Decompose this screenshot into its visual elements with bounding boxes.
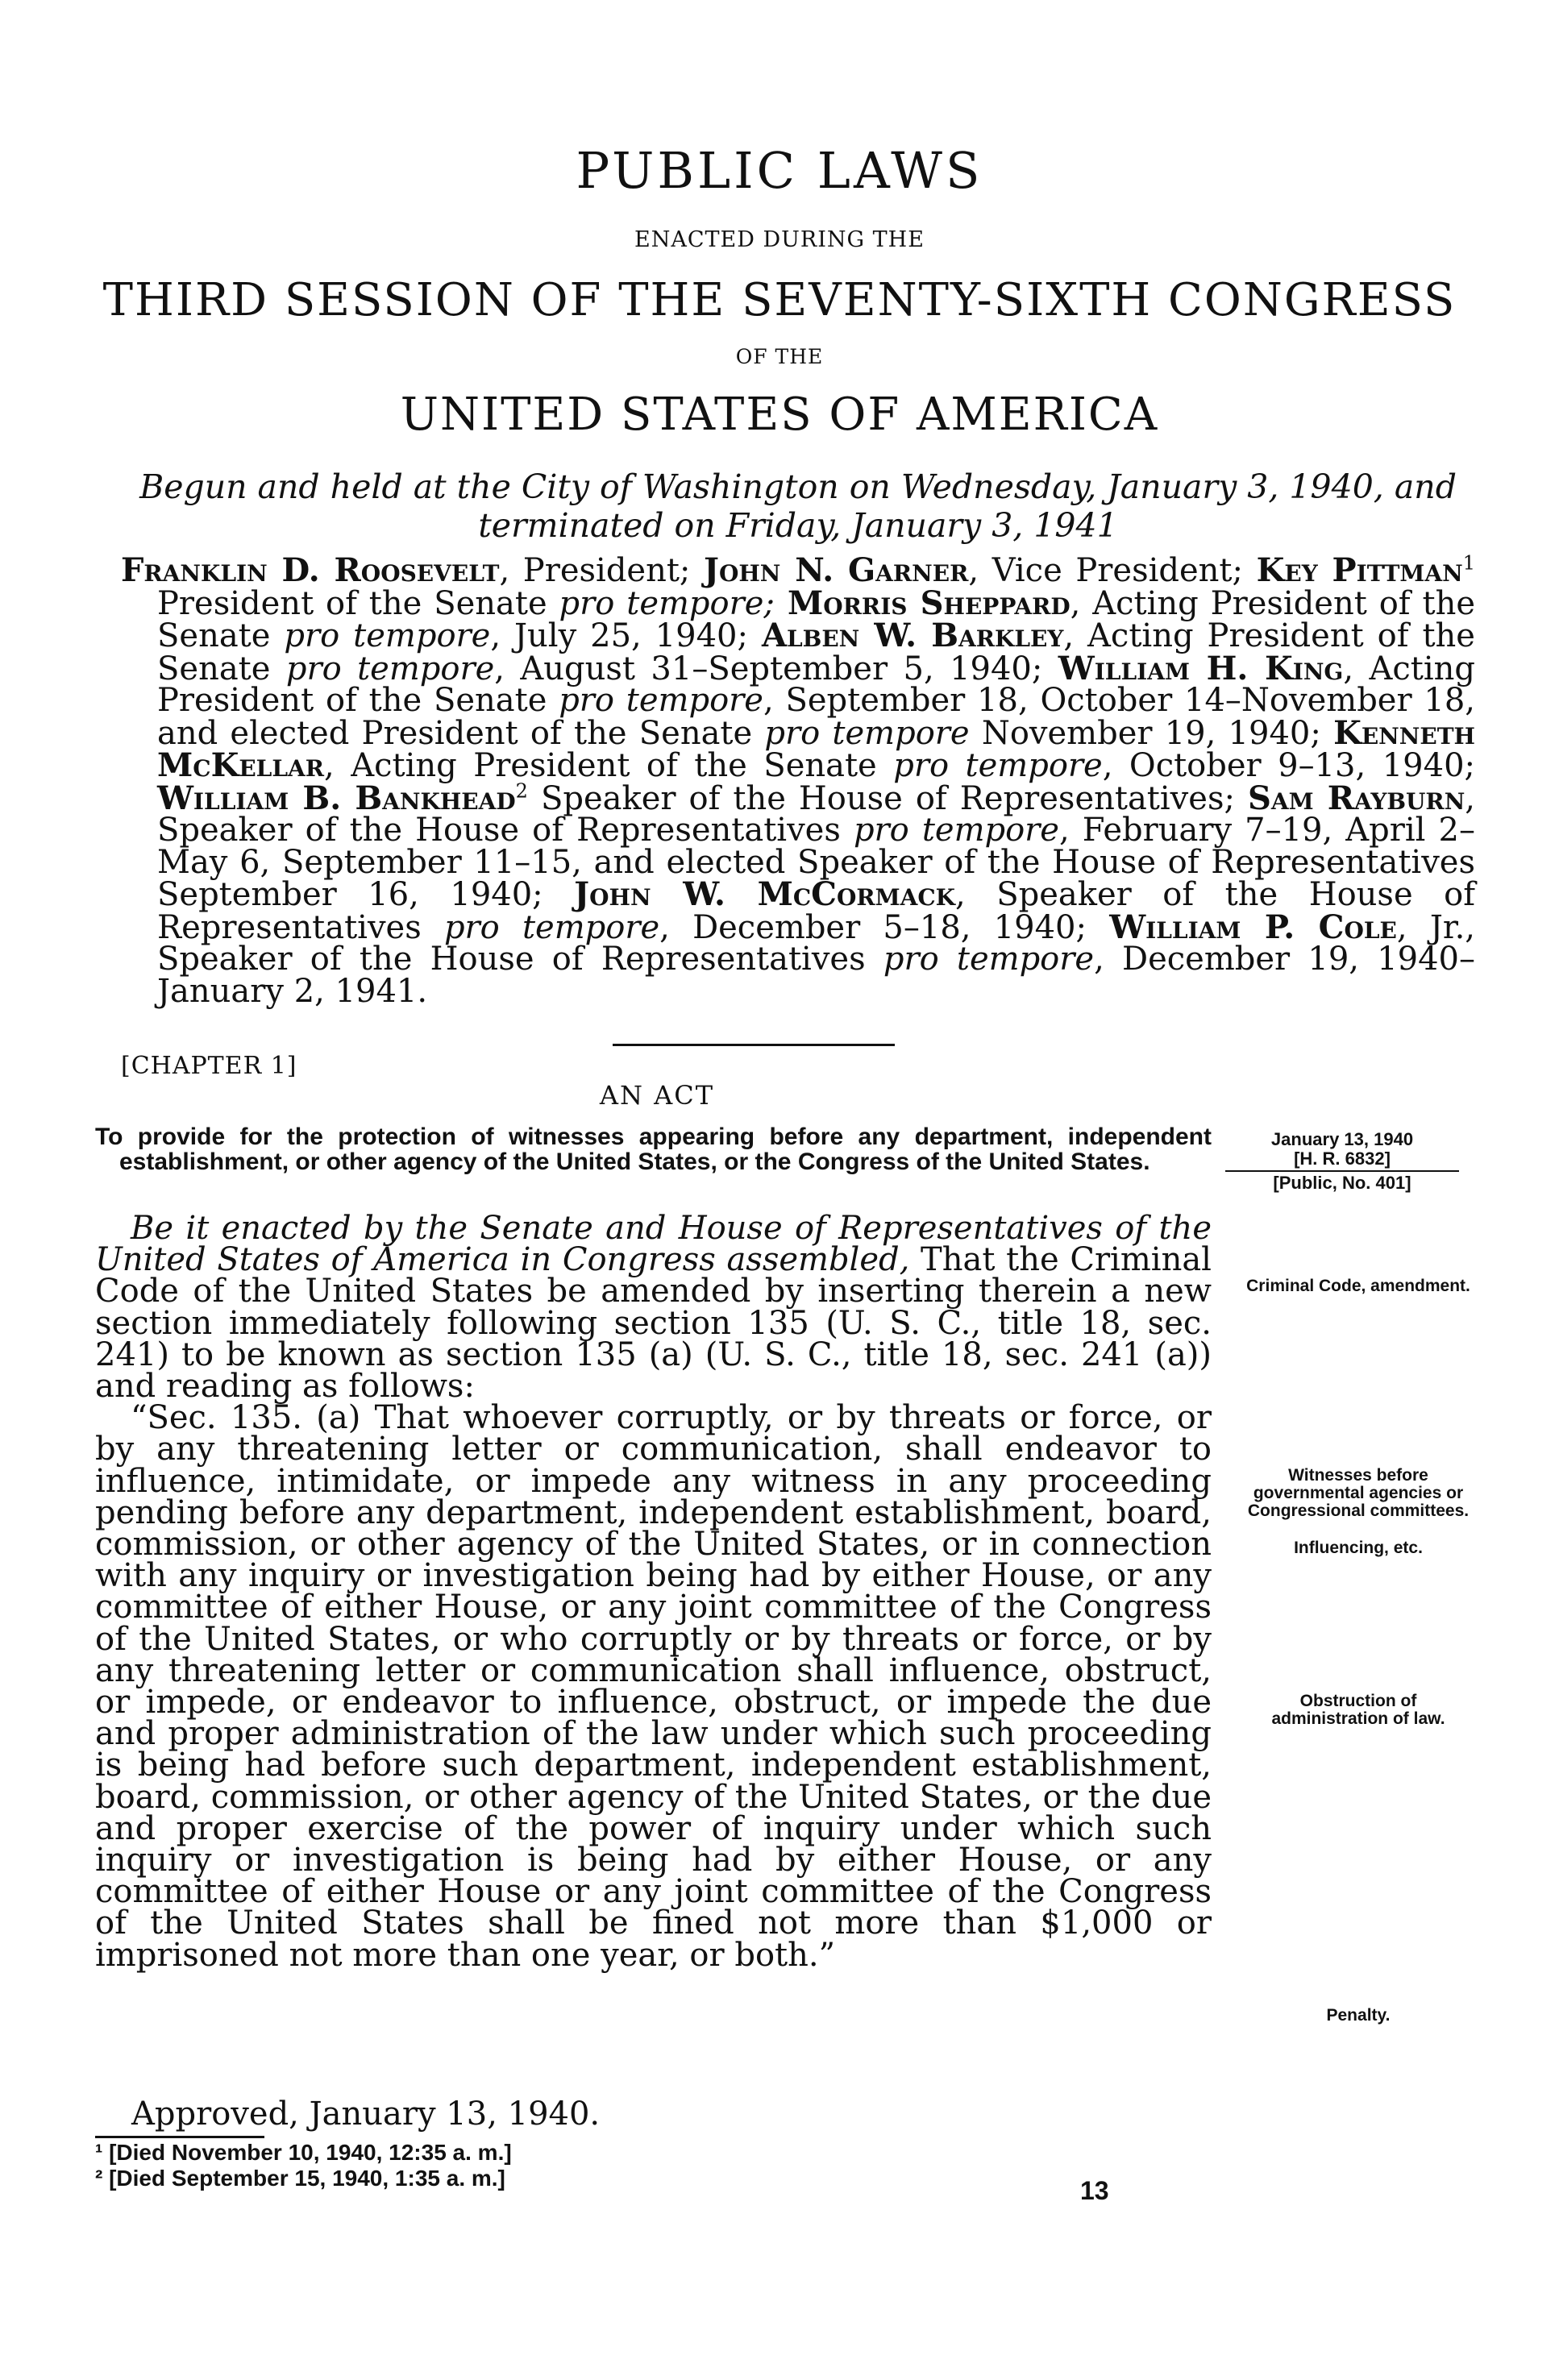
margin-note-criminal-code: Criminal Code, amendment. xyxy=(1246,1277,1470,1295)
of-the-line: OF THE xyxy=(735,345,824,368)
margin-note-obstruction: Obstruction of administration of law. xyxy=(1271,1692,1445,1728)
officer-role: , December 5–18, 1940; xyxy=(659,908,1110,946)
approval-line: Approved, January 13, 1940. xyxy=(131,2095,601,2133)
officer-role: , Speaker of the House of Representatives xyxy=(157,876,1476,946)
officer-name: Kenneth McKellar xyxy=(157,713,1475,784)
officer-role: , February 7–19, April 2–May 6, September 11–15, and elected Speaker of the House of Representatives September 16, 1940; xyxy=(157,812,1475,913)
officer-role: , Acting President of the Senate xyxy=(157,617,1475,687)
purpose-text: To provide for the protection of witnesses appearing before any department, independent establishment, or other agency of the United States, or the Congress of the United States. xyxy=(95,1124,1212,1175)
officer-role: President of the Senate xyxy=(157,584,559,622)
latin-term: pro tempore xyxy=(764,714,970,752)
margin-note-witnesses: Witnesses before governmental agencies or Congressional committees. xyxy=(1247,1466,1470,1520)
margin-rule xyxy=(1225,1170,1459,1172)
officer-role: , Acting President of the Senate xyxy=(157,584,1475,654)
officer-role: , Speaker of the House of Representatives xyxy=(157,779,1476,849)
officer-role: , August 31–September 5, 1940; xyxy=(494,650,1058,687)
section-135a: “Sec. 135. (a) That whoever corruptly, or by threats or force, or by any threatening letter or communication, shall endeavor to influence, intimidate, or impede any witness in any proceeding pending before any department, independent establishment, board, commission, or other agency of the United States, or in connection with any inquiry or investigation being had by either House, or any committee of either House, or any joint committee of the Congress of the United States, or who corruptly or by threats or force, or by any threatening letter or communication shall influence, obstruct, or impede, or endeavor to influence, obstruct, or impede the due and proper administration of the law under which such proceeding is being had before such department, independent establishment, board, commission, or other agency of the United States, or the due and proper exercise of the power of inquiry under which such inquiry or investigation is being had by either House, or any committee of either House or any joint committee of the Congress of the United States shall be fined not more than $1,000 or imprisoned not more than one year, or both.” xyxy=(95,1399,1212,1974)
margin-public-law: [Public, No. 401] xyxy=(1273,1173,1411,1193)
officer-role: , Jr., Speaker of the House of Representatives xyxy=(157,908,1476,978)
chapter-label: [CHAPTER 1] xyxy=(121,1052,297,1080)
country-heading: UNITED STATES OF AMERICA xyxy=(400,388,1159,441)
officer-name: John N. Garner xyxy=(704,551,969,589)
enacting-rest: That the Criminal Code of the United States be amended by inserting therein a new section immediately following section 135 (U. S. C., title 18, sec. 241) to be known as section 135 (a) (U. S. C., title 18, sec. 241 (a)) and reading as follows: xyxy=(95,1241,1212,1406)
officer-name: Key Pittman xyxy=(1256,551,1463,589)
session-heading: THIRD SESSION OF THE SEVENTY-SIXTH CONGRESS xyxy=(102,274,1457,326)
officer-role: , October 9–13, 1940; xyxy=(1102,747,1475,784)
margin-bill-info xyxy=(1213,1130,1471,1193)
enacting-italic: Be it enacted by the Senate and House of Representatives of the United States of America in Congress assembled, xyxy=(95,1210,1212,1279)
officer-role: , July 25, 1940; xyxy=(490,617,762,654)
act-purpose xyxy=(95,1124,1212,1174)
footnote-marker: 1 xyxy=(1462,551,1475,575)
officer-role: Speaker of the House of Representatives; xyxy=(527,779,1248,817)
section-divider xyxy=(613,1044,895,1046)
footnotes xyxy=(95,2140,512,2191)
latin-term: pro tempore xyxy=(559,682,763,719)
latin-term: pro tempore xyxy=(285,650,495,687)
officer-name: John W. McCormack xyxy=(574,875,955,913)
latin-term: pro tempore; xyxy=(559,584,775,622)
footnote-rule xyxy=(95,2136,264,2138)
enacting-clause xyxy=(95,1210,1212,1406)
act-heading: AN ACT xyxy=(599,1080,715,1111)
officer-role: November 19, 1940; xyxy=(969,714,1334,752)
enacted-line: ENACTED DURING THE xyxy=(634,227,925,252)
officer-role: , September 18, October 14–November 18, and elected President of the Senate xyxy=(157,682,1476,752)
footnote-1: ¹ [Died November 10, 1940, 12:35 a. m.] xyxy=(95,2140,512,2165)
latin-term: pro tempore xyxy=(883,941,1095,978)
officer-name: Alben W. Barkley xyxy=(761,617,1064,654)
statute-body xyxy=(95,1210,1212,1974)
latin-term: pro tempore xyxy=(443,908,660,946)
officer-name: William P. Cole xyxy=(1109,908,1397,946)
margin-date: January 13, 1940 xyxy=(1270,1129,1414,1149)
margin-note-influencing: Influencing, etc. xyxy=(1294,1539,1423,1557)
officer-name: Franklin D. Roosevelt xyxy=(121,551,500,589)
latin-term: pro tempore xyxy=(284,617,491,654)
officer-name: Morris Sheppard xyxy=(774,584,1071,622)
officer-role: , Acting President of the Senate xyxy=(157,650,1476,719)
officer-name: William B. Bankhead xyxy=(157,779,516,817)
footnote-marker: 2 xyxy=(515,779,528,803)
latin-term: pro tempore xyxy=(893,747,1103,784)
officer-role: , President; xyxy=(499,552,705,589)
officer-role: , December 19, 1940–January 2, 1941. xyxy=(157,941,1476,1010)
session-dates: Begun and held at the City of Washington on Wednesday, January 3, 1940, and terminated on Friday, January 3, 1941 xyxy=(139,467,1457,545)
margin-bill: [H. R. 6832] xyxy=(1294,1148,1391,1169)
officer-role: , Vice President; xyxy=(968,552,1257,589)
officer-role: , Acting President of the Senate xyxy=(324,747,894,784)
page-title: PUBLIC LAWS xyxy=(576,141,983,200)
margin-note-penalty: Penalty. xyxy=(1326,2006,1391,2025)
officer-name: William H. King xyxy=(1058,649,1344,687)
footnote-2: ² [Died September 15, 1940, 1:35 a. m.] xyxy=(95,2166,505,2191)
officer-name: Sam Rayburn xyxy=(1247,779,1465,817)
page-number: 13 xyxy=(1080,2176,1109,2205)
officers-paragraph xyxy=(121,551,1476,1010)
latin-term: pro tempore xyxy=(853,812,1059,849)
